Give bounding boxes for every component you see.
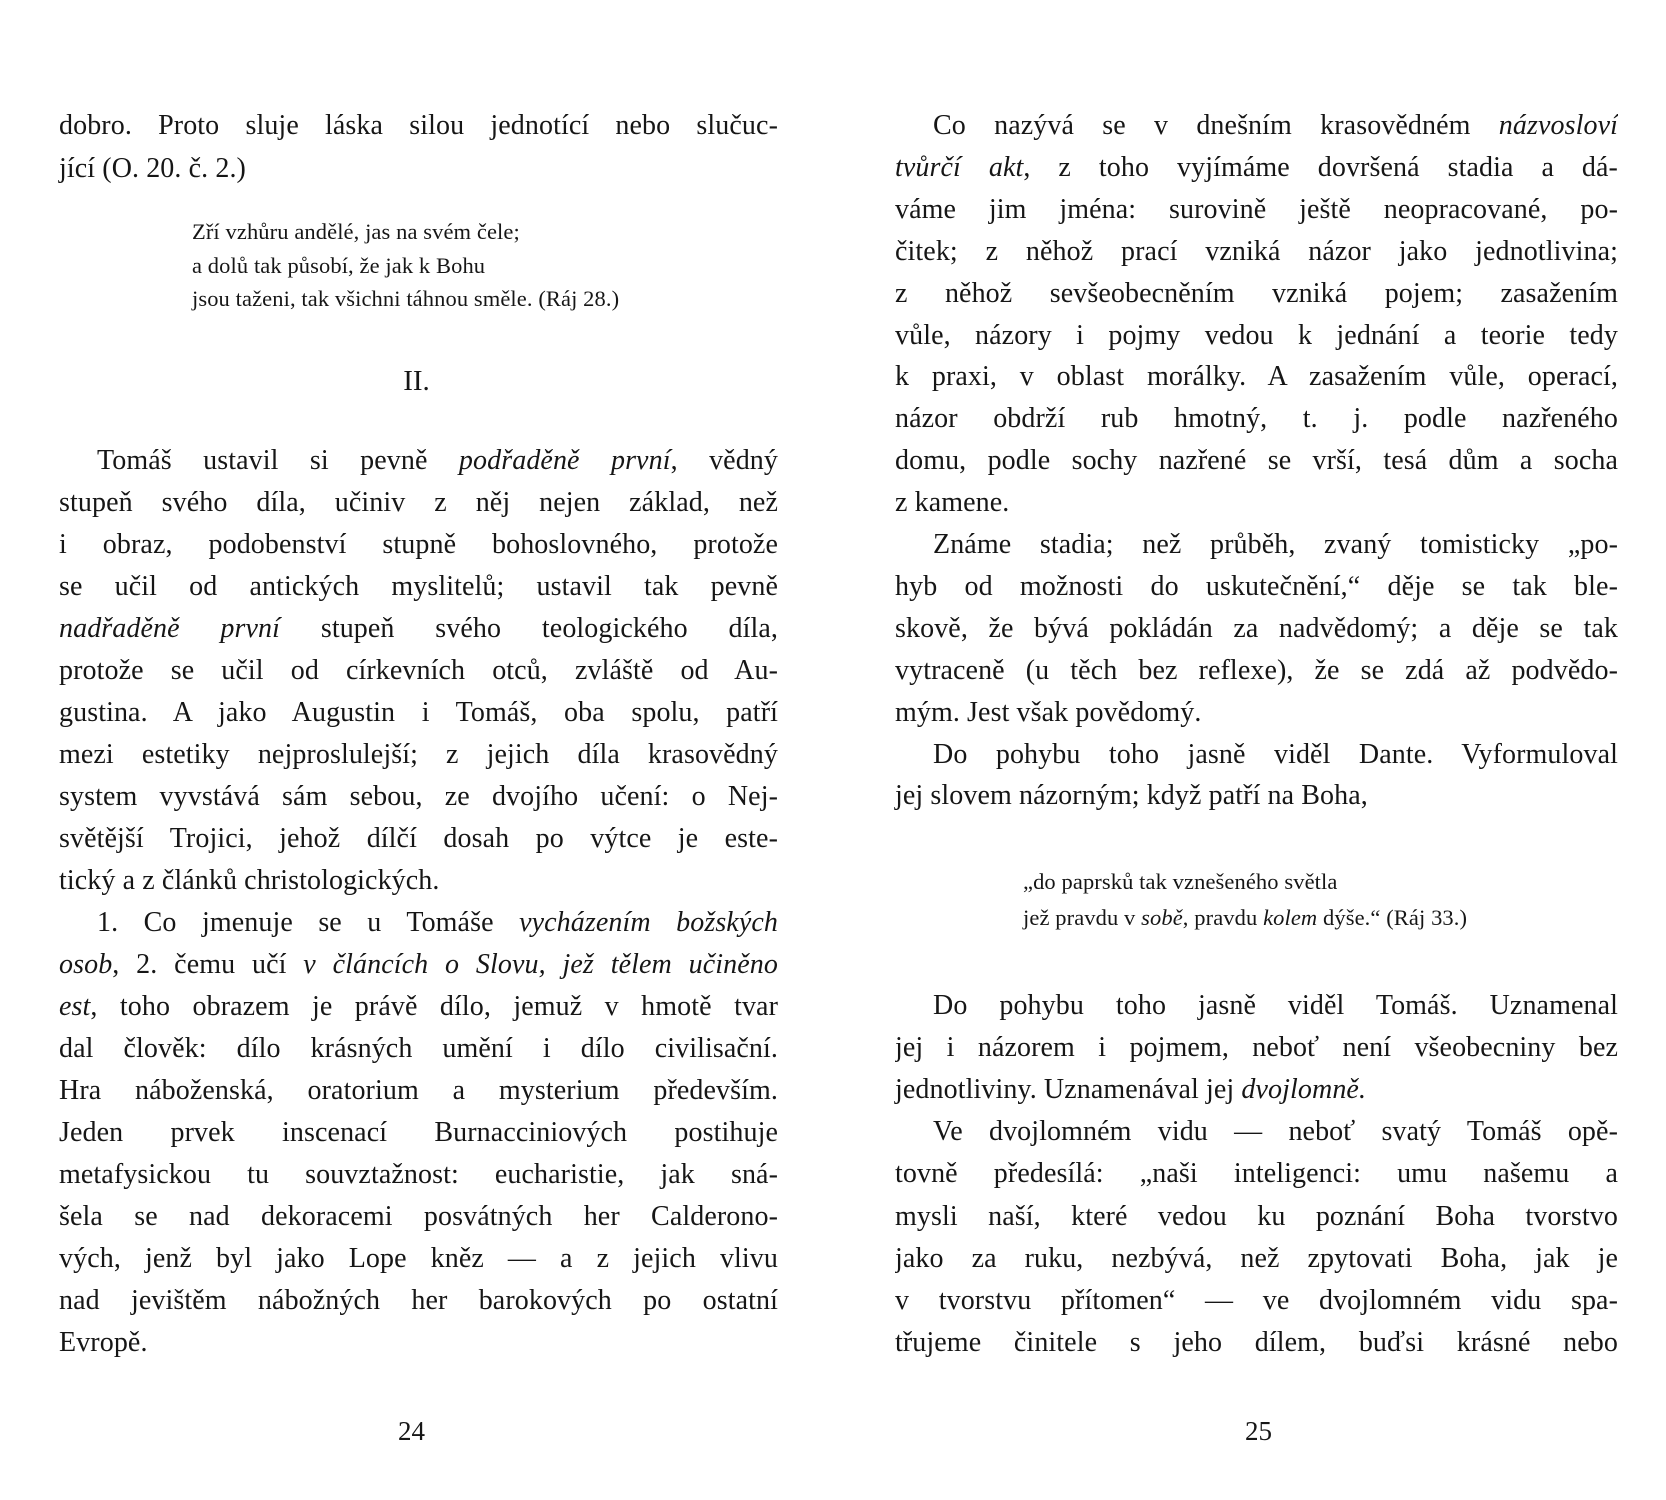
text-run: dýše.“ (Ráj 33.)	[1317, 905, 1468, 930]
text-run: a dolů tak působí, že jak k Bohu	[192, 252, 486, 278]
text-run: Jeden prvek inscenací Burnacciniových postihuje	[59, 1117, 778, 1148]
quote-line	[192, 216, 752, 248]
text-run: , pravdu	[1182, 905, 1264, 930]
page-number: 25	[1245, 1416, 1272, 1446]
text-line	[59, 776, 778, 818]
text-run: , toho obrazem je právě dílo, jemuž v hmotě tvar	[90, 991, 778, 1022]
text-run: jednotliviny. Uznamenával jej	[895, 1074, 1242, 1106]
text-run: šela se nad dekoracemi posvátných her Calderono-	[59, 1201, 778, 1232]
text-line	[59, 944, 778, 986]
text-line	[895, 398, 1618, 440]
text-run: Co nazývá se v dnešním krasovědném	[933, 110, 1499, 141]
italic-text: podřaděně první	[458, 445, 671, 476]
text-line	[59, 1154, 778, 1196]
text-run: gustina. A jako Augustin i Tomáš, oba spolu, patří	[59, 697, 778, 728]
text-line	[59, 692, 778, 734]
text-line	[895, 1238, 1618, 1280]
text-line	[59, 1112, 778, 1154]
right-page	[833, 0, 1666, 1500]
text-run: mezi estetiky nejproslulejší; z jejich díla krasovědný	[59, 739, 778, 770]
text-run: , 2. čemu učí	[112, 949, 304, 980]
quote-line	[1023, 902, 1583, 934]
text-line	[59, 566, 778, 608]
text-run: Do pohybu toho jasně viděl Tomáš. Uznamenal	[933, 990, 1618, 1021]
text-run: metafysickou tu souvztažnost: eucharistie, jak sná-	[59, 1159, 778, 1190]
text-line	[59, 524, 778, 566]
text-run: dal člověk: dílo krásných umění i dílo civilisační.	[59, 1033, 778, 1064]
section-heading: II.	[403, 365, 430, 397]
text-line	[895, 1280, 1618, 1322]
text-run: jež pravdu v	[1023, 905, 1142, 930]
text-line	[59, 986, 778, 1028]
text-line	[895, 1322, 1618, 1364]
text-line	[59, 650, 778, 692]
text-line	[933, 524, 1618, 566]
text-line	[933, 734, 1618, 776]
text-line	[895, 608, 1618, 650]
text-line	[895, 231, 1618, 273]
text-run: z něhož sevšeobecněním vzniká pojem; zasažením	[895, 277, 1618, 309]
text-line	[59, 1070, 778, 1112]
text-run: Evropě.	[59, 1327, 148, 1358]
italic-text: sobě	[1141, 905, 1183, 930]
text-run: mým. Jest však povědomý.	[895, 696, 1202, 728]
text-line	[895, 189, 1618, 231]
italic-text: tvůrčí akt	[895, 151, 1024, 183]
italic-text: est	[59, 991, 91, 1022]
text-line	[895, 1069, 1618, 1111]
text-line	[895, 315, 1618, 357]
text-line	[59, 608, 778, 650]
text-run: hyb od možnosti do uskutečnění,“ děje se tak ble-	[895, 570, 1618, 602]
text-run: , vědný	[670, 445, 778, 476]
text-run: vytraceně (u těch bez reflexe), že se zdá až podvědo-	[895, 654, 1618, 686]
text-line	[895, 775, 1618, 817]
text-run: tický a z článků christologických.	[59, 865, 440, 896]
text-run: protože se učil od církevních otců, zvláště od Au-	[59, 655, 778, 686]
text-run: tovně předesílá: „naši inteligenci: umu našemu a	[895, 1158, 1618, 1190]
text-run: jako za ruku, nezbývá, než zpytovati Boha, jak je	[895, 1242, 1618, 1274]
text-line	[59, 1238, 778, 1280]
text-run: Hra náboženská, oratorium a mysterium především.	[59, 1075, 778, 1106]
text-run: světější Trojici, jehož dílčí dosah po výtce je este-	[59, 823, 778, 854]
italic-text: vycházením božských	[519, 907, 778, 938]
text-run: Známe stadia; než průběh, zvaný tomisticky „po-	[933, 529, 1618, 560]
text-run: váme jim jména: surovině ještě neopracované, po-	[895, 193, 1618, 225]
text-line	[59, 148, 778, 190]
text-line	[59, 860, 778, 902]
text-run: skově, že bývá pokládán za nadvědomý; a děje se tak	[895, 612, 1618, 644]
text-run: dobro. Proto sluje láska silou jednotící nebo slučuc-	[59, 110, 778, 141]
text-line	[97, 902, 778, 944]
text-line	[59, 818, 778, 860]
text-run: názor obdrží rub hmotný, t. j. podle nazřeného	[895, 403, 1618, 435]
text-run: domu, podle sochy nazřené se vrší, tesá dům a socha	[895, 445, 1618, 477]
text-line	[59, 105, 778, 147]
text-run: i obraz, podobenství stupně bohoslovného, protože	[59, 529, 778, 560]
text-run: čitek; z něhož prací vzniká názor jako jednotlivina;	[895, 235, 1618, 267]
text-run: k praxi, v oblast morálky. A zasažením vůle, operací,	[895, 361, 1618, 393]
text-line	[97, 440, 778, 482]
text-line	[895, 147, 1618, 189]
text-line	[59, 1280, 778, 1322]
text-run: jící (O. 20. č. 2.)	[59, 152, 246, 184]
text-run: jej slovem názorným; když patří na Boha,	[895, 780, 1368, 812]
text-run: v tvorstvu přítomen“ — ve dvojlomném vidu spa-	[895, 1284, 1618, 1316]
text-run: Tomáš ustavil si pevně	[97, 445, 459, 476]
italic-text: dvojlomně.	[1241, 1074, 1367, 1106]
text-run: mysli naší, které vedou ku poznání Boha tvorstvo	[895, 1200, 1618, 1232]
text-line	[59, 1322, 778, 1364]
text-line	[933, 1111, 1618, 1153]
text-run: system vyvstává sám sebou, ze dvojího učení: o Nej-	[59, 781, 778, 812]
text-run: , z toho vyjímáme dovršená stadia a dá-	[1023, 151, 1618, 183]
text-run: Ve dvojlomném vidu — neboť svatý Tomáš opě-	[933, 1116, 1618, 1148]
text-line	[59, 1028, 778, 1070]
text-line	[895, 482, 1618, 524]
text-run: se učil od antických myslitelů; ustavil tak pevně	[59, 571, 778, 602]
text-line	[59, 734, 778, 776]
quote-line	[192, 283, 752, 315]
text-line	[933, 985, 1618, 1027]
text-line	[895, 440, 1618, 482]
text-line	[895, 1153, 1618, 1195]
page-number: 24	[398, 1416, 425, 1446]
text-run: vůle, názory i pojmy vedou k jednání a teorie tedy	[895, 319, 1618, 351]
text-run: jej i názorem i pojmem, neboť není všeobecniny bez	[895, 1032, 1618, 1064]
quote-line	[1023, 866, 1583, 898]
text-run: z kamene.	[895, 487, 1010, 519]
text-line	[895, 356, 1618, 398]
text-run: „do paprsků tak vznešeného světla	[1023, 869, 1338, 894]
text-line	[895, 1196, 1618, 1238]
italic-text: v článcích o Slovu, jež tělem učiněno	[303, 949, 778, 980]
text-line	[895, 1027, 1618, 1069]
text-run: Do pohybu toho jasně viděl Dante. Vyformuloval	[933, 738, 1618, 770]
text-run: Zří vzhůru andělé, jas na svém čele;	[192, 219, 520, 244]
text-run: nad jevištěm nábožných her barokových po ostatní	[59, 1285, 778, 1316]
text-line	[895, 566, 1618, 608]
text-run: jsou taženi, tak všichni táhnou směle. (Ráj 28.)	[192, 286, 620, 311]
text-run: třujeme činitele s jeho dílem, buďsi krásné nebo	[895, 1326, 1618, 1358]
italic-text: osob	[59, 949, 113, 980]
text-line	[895, 650, 1618, 692]
italic-text: kolem	[1263, 905, 1318, 930]
text-line	[933, 105, 1618, 147]
text-line	[59, 482, 778, 524]
quote-line	[192, 250, 752, 282]
text-line	[895, 273, 1618, 315]
text-line	[59, 1196, 778, 1238]
italic-text: nadřaděně první	[59, 613, 281, 644]
italic-text: názvosloví	[1498, 110, 1618, 141]
text-run: 1. Co jmenuje se u Tomáše	[97, 907, 520, 938]
text-line	[895, 692, 1618, 734]
text-run: stupeň svého teologického díla,	[280, 613, 778, 644]
text-run: stupeň svého díla, učiniv z něj nejen základ, než	[59, 487, 778, 518]
text-run: vých, jenž byl jako Lope kněz — a z jejich vlivu	[59, 1243, 778, 1274]
